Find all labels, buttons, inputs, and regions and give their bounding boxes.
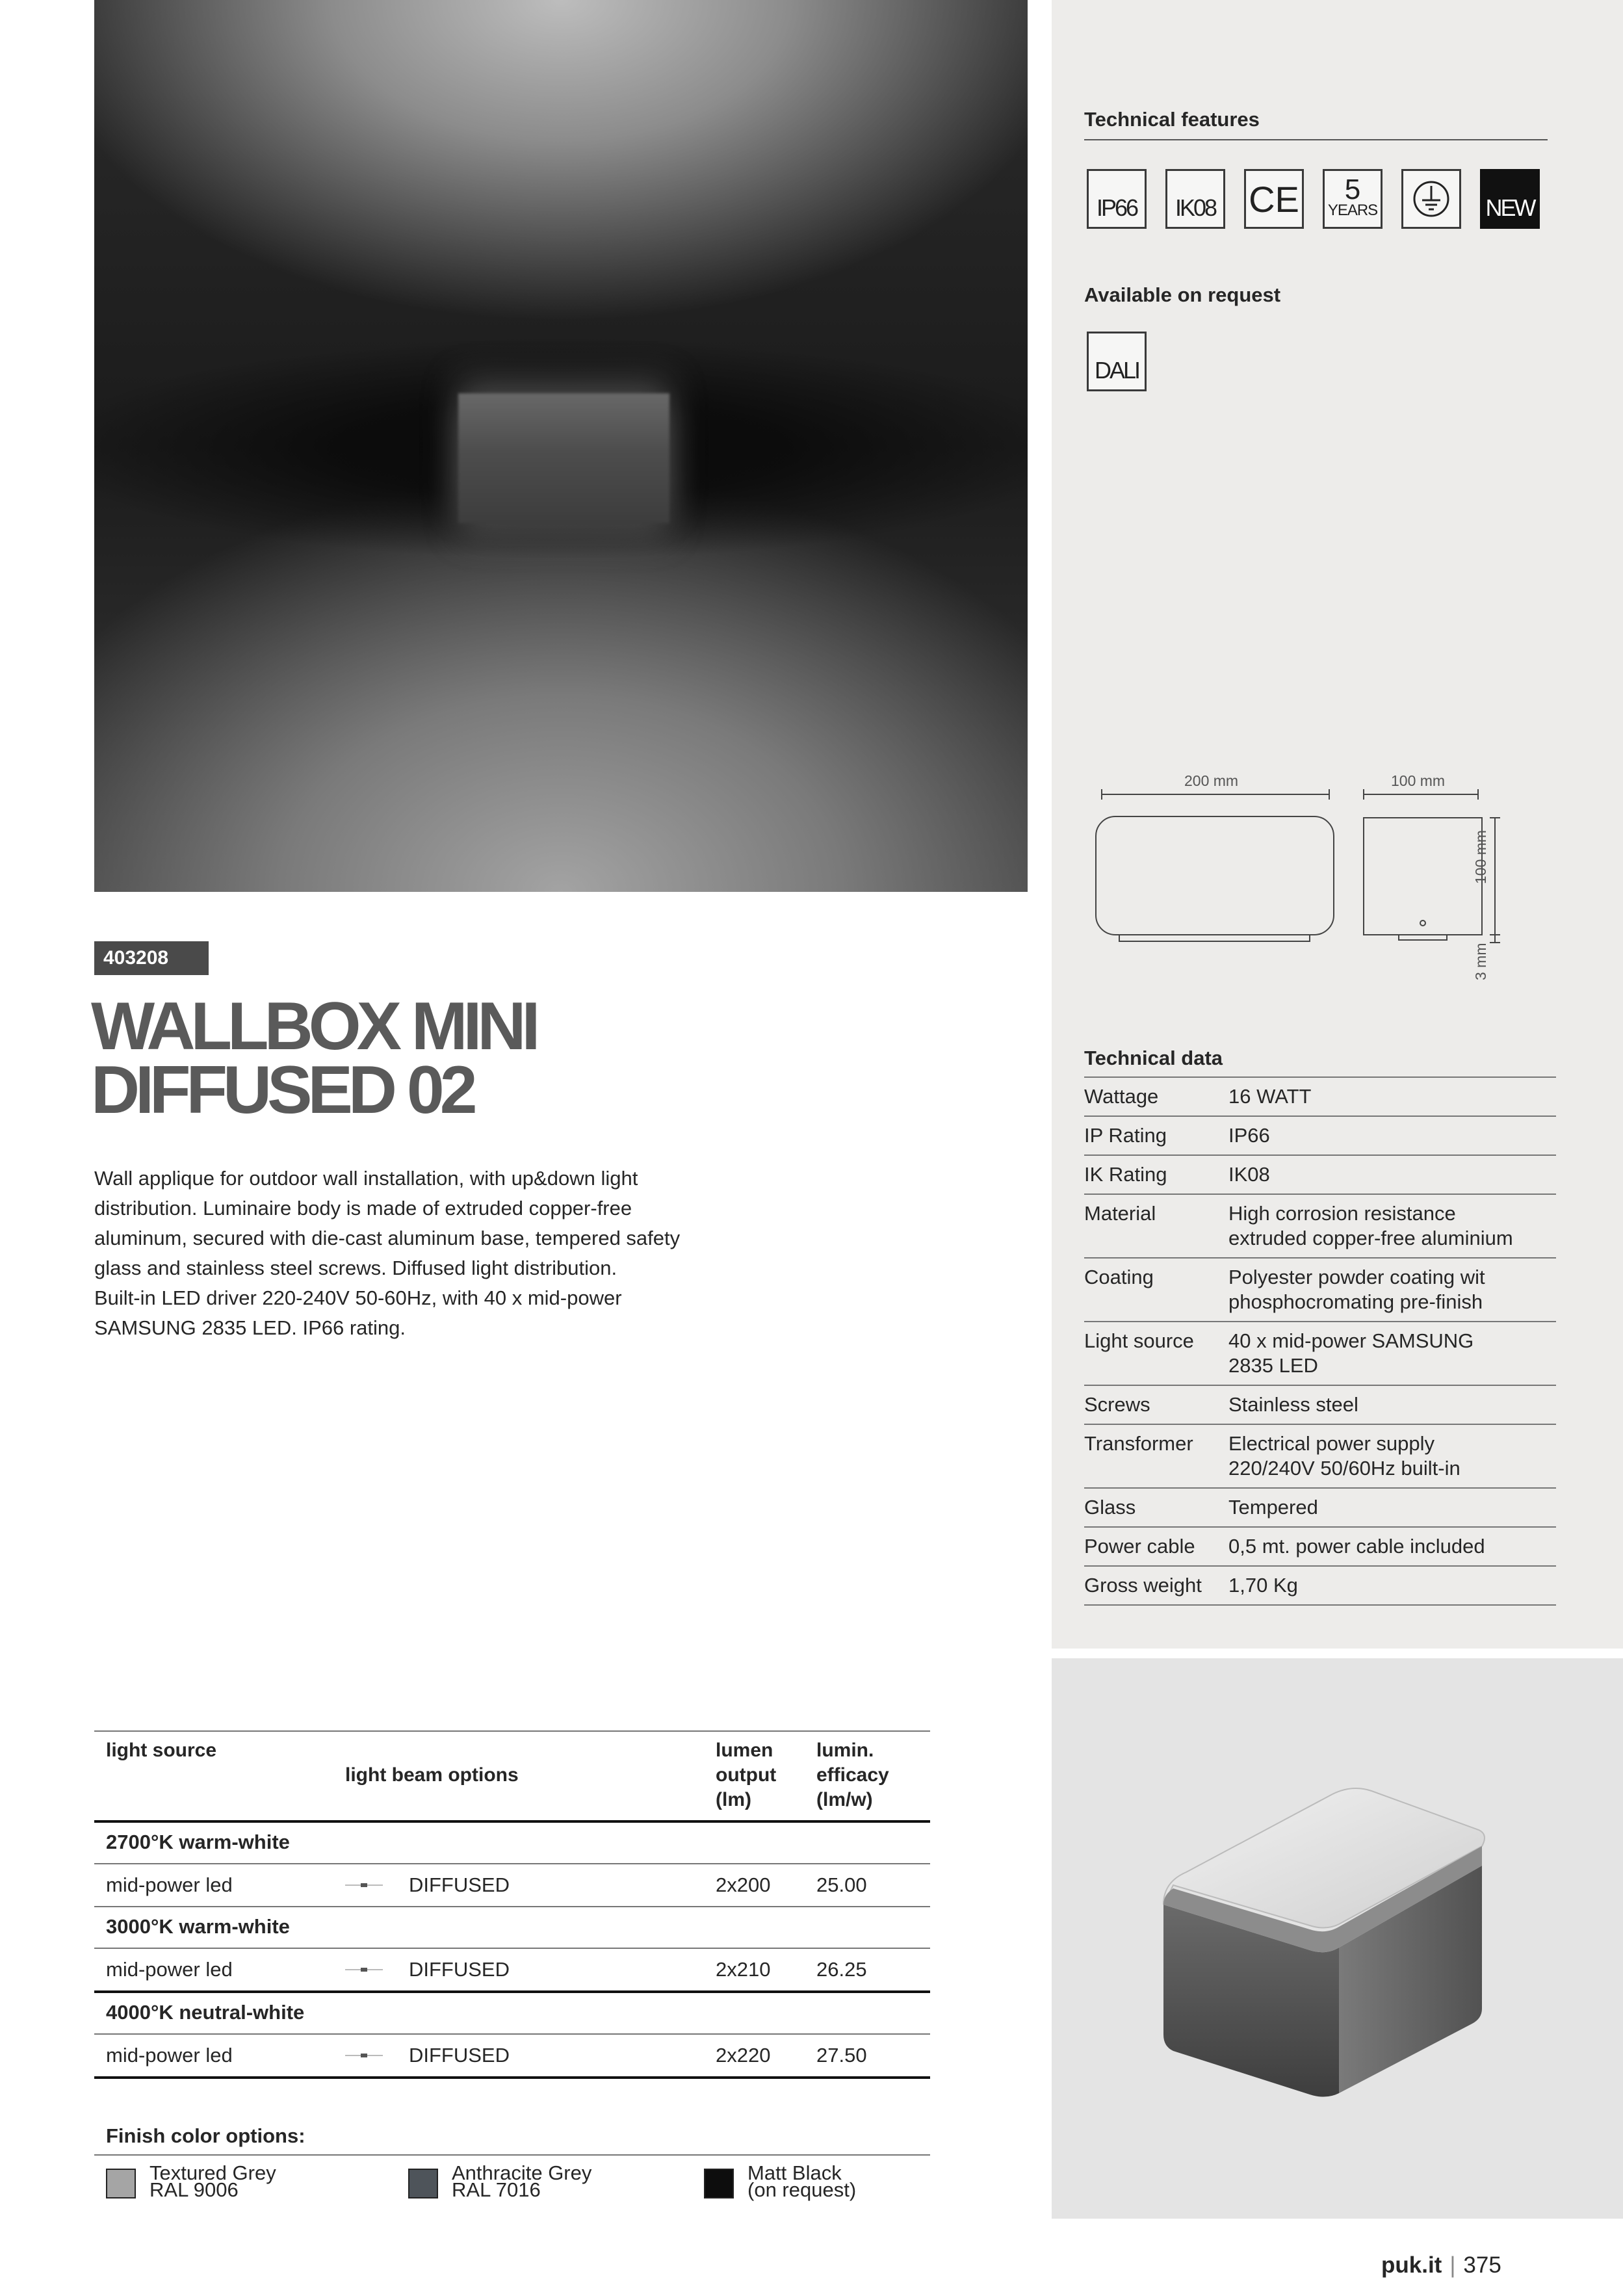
product-description: Wall applique for outdoor wall installation, with up&down light distribution. Luminaire body is made of extruded copper-free aluminum, secured with die-cast aluminum base, tempered safety glass and stainless steel screws. Diffused light distribution. Built-in LED driver 220-240V 50-60Hz, with 40 x mid-power SAMSUNG 2835 LED. IP66 rating. [94, 1167, 681, 1339]
finish-label-textured-grey: Textured Grey RAL 9006 [149, 2161, 276, 2201]
tech-row-glass: Glass Tempered [1084, 1487, 1556, 1526]
ik08-icon: IK08 [1165, 169, 1225, 229]
warranty-5-years-icon: 5 YEARS [1323, 169, 1383, 229]
tech-row-coating: Coating Polyester powder coating wit phosphocromating pre-finish [1084, 1257, 1556, 1321]
photo-lamp-body [458, 393, 669, 523]
table-row: mid-power led DIFFUSED 2x210 26.25 [94, 1949, 930, 1993]
product-render-image [1144, 1755, 1508, 2119]
product-ambient-photo [94, 0, 1028, 892]
tech-row-ik-rating: IK Rating IK08 [1084, 1155, 1556, 1194]
ground-symbol-icon [1412, 179, 1451, 218]
footer-separator: | [1449, 2252, 1456, 2278]
dali-icon: DALI [1087, 332, 1147, 391]
product-title [91, 989, 536, 1128]
tech-row-gross-weight: Gross weight 1,70 Kg [1084, 1565, 1556, 1604]
light-source-table [94, 1730, 930, 2079]
tech-row-ip-rating: IP Rating IP66 [1084, 1115, 1556, 1155]
finish-label-matt-black: Matt Black (on request) [747, 2161, 857, 2201]
page-number: 375 [1463, 2252, 1501, 2278]
finish-options-title: Finish color options: [106, 2124, 305, 2147]
tech-row-light-source: Light source 40 x mid-power SAMSUNG 2835 LED [1084, 1321, 1556, 1385]
technical-data-table [1084, 1076, 1556, 1606]
light-table-header: light source light beam options lumen output (lm) lumin. efficacy (lm/w) [94, 1730, 930, 1823]
product-title-line-2: DIFFUSED 02 [91, 1052, 473, 1128]
tech-row-transformer: Transformer Electrical power supply 220/240V 50/60Hz built-in [1084, 1424, 1556, 1487]
dim-width-label: 200 mm [1184, 772, 1239, 789]
technical-features-rule [1084, 139, 1548, 140]
tech-row-power-cable: Power cable 0,5 mt. power cable included [1084, 1526, 1556, 1565]
tech-row-wattage: Wattage 16 WATT [1084, 1076, 1556, 1115]
light-group-2700k: 2700°K warm-white [94, 1823, 930, 1864]
tech-row-screws: Screws Stainless steel [1084, 1385, 1556, 1424]
ip66-icon: IP66 [1087, 169, 1147, 229]
light-group-3000k: 3000°K warm-white [94, 1907, 930, 1949]
finish-label-anthracite-grey: Anthracite Grey RAL 7016 [452, 2161, 592, 2201]
beam-icon [345, 2052, 383, 2059]
footer-site[interactable]: puk.it [1381, 2252, 1442, 2278]
page-footer [1381, 2252, 1501, 2278]
new-badge-icon: NEW [1480, 169, 1540, 229]
product-title-line-1: WALLBOX MINI [91, 989, 536, 1064]
finish-options-rule [94, 2154, 930, 2156]
light-group-4000k: 4000°K neutral-white [94, 1993, 930, 2035]
beam-icon [345, 1882, 383, 1888]
technical-features-title: Technical features [1084, 108, 1260, 131]
ground-icon [1401, 169, 1461, 229]
technical-data-title: Technical data [1084, 1047, 1223, 1069]
ce-mark-icon: CE [1244, 169, 1304, 229]
beam-icon [345, 1966, 383, 1973]
finish-swatch-matt-black [704, 2169, 734, 2198]
tech-row-material: Material High corrosion resistance extruded copper-free aluminium [1084, 1194, 1556, 1257]
product-code-badge: 403208 [94, 941, 209, 975]
finish-swatch-textured-grey [106, 2169, 136, 2198]
table-row: mid-power led DIFFUSED 2x220 27.50 [94, 2035, 930, 2079]
dim-depth-label: 100 mm [1391, 772, 1446, 789]
dim-base-label: 3 mm [1472, 943, 1489, 980]
technical-data-bottom-rule [1084, 1604, 1556, 1606]
dim-height-label: 100 mm [1472, 829, 1489, 884]
table-row: mid-power led DIFFUSED 2x200 25.00 [94, 1864, 930, 1907]
available-on-request-title: Available on request [1084, 283, 1281, 306]
finish-swatch-anthracite-grey [408, 2169, 438, 2198]
